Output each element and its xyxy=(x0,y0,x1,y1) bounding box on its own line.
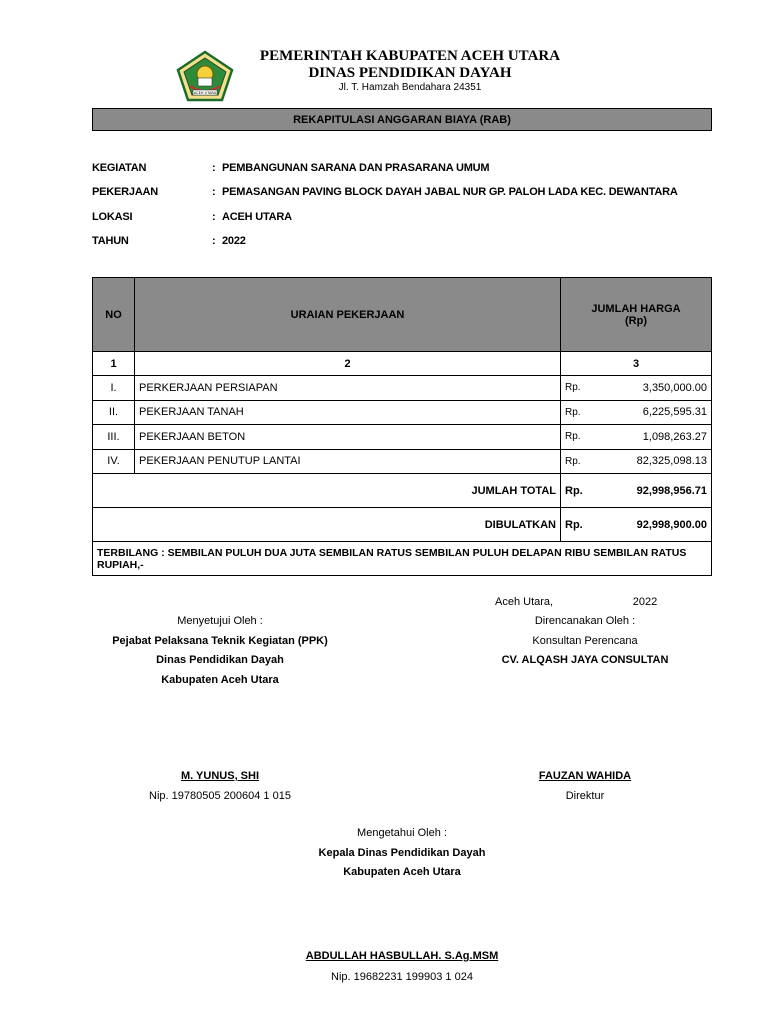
info-value-tahun: 2022 xyxy=(222,235,246,247)
sign-place: Aceh Utara, xyxy=(495,596,554,608)
row-no: I. xyxy=(93,376,135,401)
row-value: 3,350,000.00 xyxy=(601,376,712,401)
info-colon: : xyxy=(212,235,216,247)
table-row xyxy=(93,400,712,425)
row-desc: PEKERJAAN BETON xyxy=(135,425,561,450)
head-region: Kabupaten Aceh Utara xyxy=(343,866,461,878)
col-number-2: 2 xyxy=(135,352,561,376)
approver-role: Pejabat Pelaksana Teknik Kegiatan (PPK) xyxy=(112,635,328,647)
total-value: 92,998,956.71 xyxy=(601,474,712,508)
planner-name: FAUZAN WAHIDA xyxy=(538,770,632,782)
total-row xyxy=(93,474,712,508)
logo-text: ACEH UTARA xyxy=(193,91,217,95)
col-number-1: 1 xyxy=(93,352,135,376)
row-value: 82,325,098.13 xyxy=(601,449,712,474)
rounded-value: 92,998,900.00 xyxy=(601,508,712,542)
table-row xyxy=(93,425,712,450)
info-colon: : xyxy=(212,162,216,174)
row-no: IV. xyxy=(93,449,135,474)
total-currency: Rp. xyxy=(561,474,601,508)
header-address: Jl. T. Hamzah Bendahara 24351 xyxy=(338,82,482,93)
row-desc: PERKERJAAN PERSIAPAN xyxy=(135,376,561,401)
row-value: 6,225,595.31 xyxy=(601,400,712,425)
header-desc: URAIAN PEKERJAAN xyxy=(135,278,561,352)
info-value-lokasi: ACEH UTARA xyxy=(222,211,292,223)
header-government: PEMERINTAH KABUPATEN ACEH UTARA xyxy=(259,48,561,64)
approver-region: Kabupaten Aceh Utara xyxy=(161,674,279,686)
approver-org: Dinas Pendidikan Dayah xyxy=(156,654,284,666)
rab-table xyxy=(92,277,712,576)
table-header-row xyxy=(93,278,712,352)
column-number-row xyxy=(93,352,712,376)
info-colon: : xyxy=(212,211,216,223)
document-title xyxy=(92,108,712,131)
head-role: Kepala Dinas Pendidikan Dayah xyxy=(318,847,486,859)
terbilang-text: TERBILANG : SEMBILAN PULUH DUA JUTA SEMBILAN RATUS SEMBILAN PULUH DELAPAN RIBU SEMBILAN RATUS RUPIAH,- xyxy=(93,542,712,576)
approver-name: M. YUNUS, SHI xyxy=(180,770,260,782)
approver-nip: Nip. 19780505 200604 1 015 xyxy=(149,790,291,802)
rounded-row xyxy=(93,508,712,542)
info-colon: : xyxy=(212,186,216,198)
row-currency: Rp. xyxy=(561,425,601,450)
rounded-label: DIBULATKAN xyxy=(93,508,561,542)
row-currency: Rp. xyxy=(561,449,601,474)
row-no: III. xyxy=(93,425,135,450)
info-value-pekerjaan: PEMASANGAN PAVING BLOCK DAYAH JABAL NUR GP. PALOH LADA KEC. DEWANTARA xyxy=(222,186,678,198)
head-name: ABDULLAH HASBULLAH. S.Ag.MSM xyxy=(305,950,499,962)
total-label: JUMLAH TOTAL xyxy=(93,474,561,508)
planner-title: Direktur xyxy=(565,790,605,802)
table-row xyxy=(93,449,712,474)
row-desc: PEKERJAAN TANAH xyxy=(135,400,561,425)
rounded-currency: Rp. xyxy=(561,508,601,542)
info-label-kegiatan: KEGIATAN xyxy=(92,162,147,174)
document-title-text: REKAPITULASI ANGGARAN BIAYA (RAB) xyxy=(293,113,511,126)
planner-org: CV. ALQASH JAYA CONSULTAN xyxy=(501,654,669,666)
header-amount-unit: (Rp) xyxy=(625,314,647,327)
row-currency: Rp. xyxy=(561,400,601,425)
info-value-kegiatan: PEMBANGUNAN SARANA DAN PRASARANA UMUM xyxy=(222,162,490,174)
header-amount xyxy=(561,278,712,352)
terbilang-row xyxy=(93,542,712,576)
info-label-lokasi: LOKASI xyxy=(92,211,133,223)
row-value: 1,098,263.27 xyxy=(601,425,712,450)
sign-year: 2022 xyxy=(632,596,658,608)
planner-role: Konsultan Perencana xyxy=(532,635,638,647)
header-amount-label: JUMLAH HARGA xyxy=(591,302,681,315)
header-department: DINAS PENDIDIKAN DAYAH xyxy=(308,65,512,81)
info-label-tahun: TAHUN xyxy=(92,235,129,247)
row-currency: Rp. xyxy=(561,376,601,401)
header-no: NO xyxy=(93,278,135,352)
table-row xyxy=(93,376,712,401)
col-number-3: 3 xyxy=(561,352,712,376)
head-nip: Nip. 19682231 199903 1 024 xyxy=(331,971,473,983)
planned-by-label: Direncanakan Oleh : xyxy=(534,615,636,627)
row-no: II. xyxy=(93,400,135,425)
row-desc: PEKERJAAN PENUTUP LANTAI xyxy=(135,449,561,474)
approved-by-label: Menyetujui Oleh : xyxy=(177,615,263,627)
known-by-label: Mengetahui Oleh : xyxy=(357,827,447,839)
info-label-pekerjaan: PEKERJAAN xyxy=(92,186,159,198)
